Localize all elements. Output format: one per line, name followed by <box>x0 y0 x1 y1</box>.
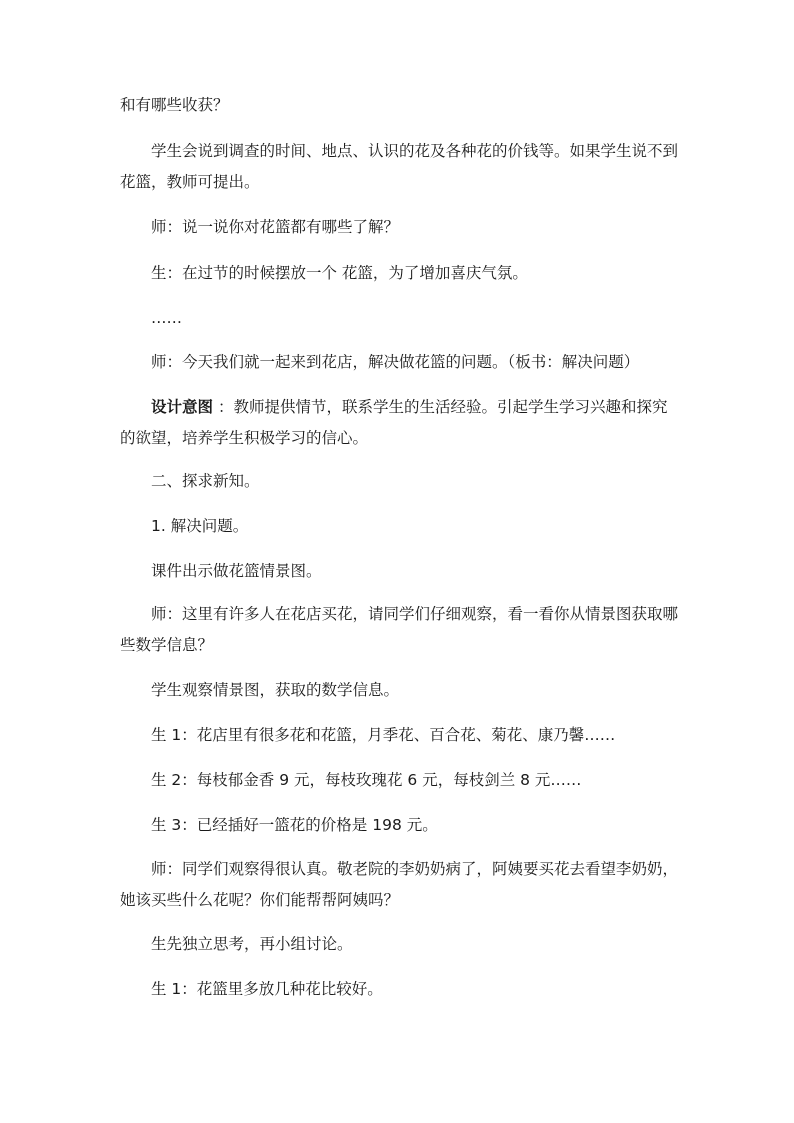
paragraph: 生 1：花篮里多放几种花比较好。 <box>151 980 383 998</box>
design-intent-label: 设计意图 <box>151 398 214 416</box>
paragraph: 和有哪些收获？ <box>120 96 229 114</box>
ellipsis-line: …… <box>151 309 182 327</box>
subsection-heading: 1. 解决问题。 <box>151 517 249 535</box>
paragraph: 生先独立思考，再小组讨论。 <box>151 935 353 953</box>
paragraph: 生 1：花店里有很多花和花篮，月季花、百合花、菊花、康乃馨…… <box>151 726 616 744</box>
paragraph: 学生会说到调查的时间、地点、认识的花及各种花的价钱等。如果学生说不到花篮，教师可提出。 <box>120 142 679 191</box>
paragraph: 师：同学们观察得很认真。敬老院的李奶奶病了，阿姨要买花去看望李奶奶，她该买些什么花呢？你们能帮帮阿姨吗？ <box>120 860 679 909</box>
paragraph: 师：今天我们就一起来到花店，解决做花篮的问题。（板书：解决问题） <box>151 353 640 371</box>
design-intent-paragraph <box>120 392 680 454</box>
section-heading: 二、探求新知。 <box>151 472 260 490</box>
design-intent-text: ：教师提供情节，联系学生的生活经验。引起学生学习兴趣和探究的欲望，培养学生积极学习的信心。 <box>120 398 668 447</box>
paragraph: 生 2：每枝郁金香 9 元，每枝玫瑰花 6 元，每枝剑兰 8 元…… <box>151 771 582 789</box>
paragraph: 生 3：已经插好一篮花的价格是 198 元。 <box>151 816 438 834</box>
paragraph: 学生观察情景图，获取的数学信息。 <box>151 681 400 699</box>
paragraph: 师：这里有许多人在花店买花，请同学们仔细观察，看一看你从情景图获取哪些数学信息？ <box>120 605 679 654</box>
paragraph: 生：在过节的时候摆放一个 花篮，为了增加喜庆气氛。 <box>151 264 528 282</box>
paragraph: 师：说一说你对花篮都有哪些了解？ <box>151 218 400 236</box>
paragraph: 课件出示做花篮情景图。 <box>151 562 322 580</box>
